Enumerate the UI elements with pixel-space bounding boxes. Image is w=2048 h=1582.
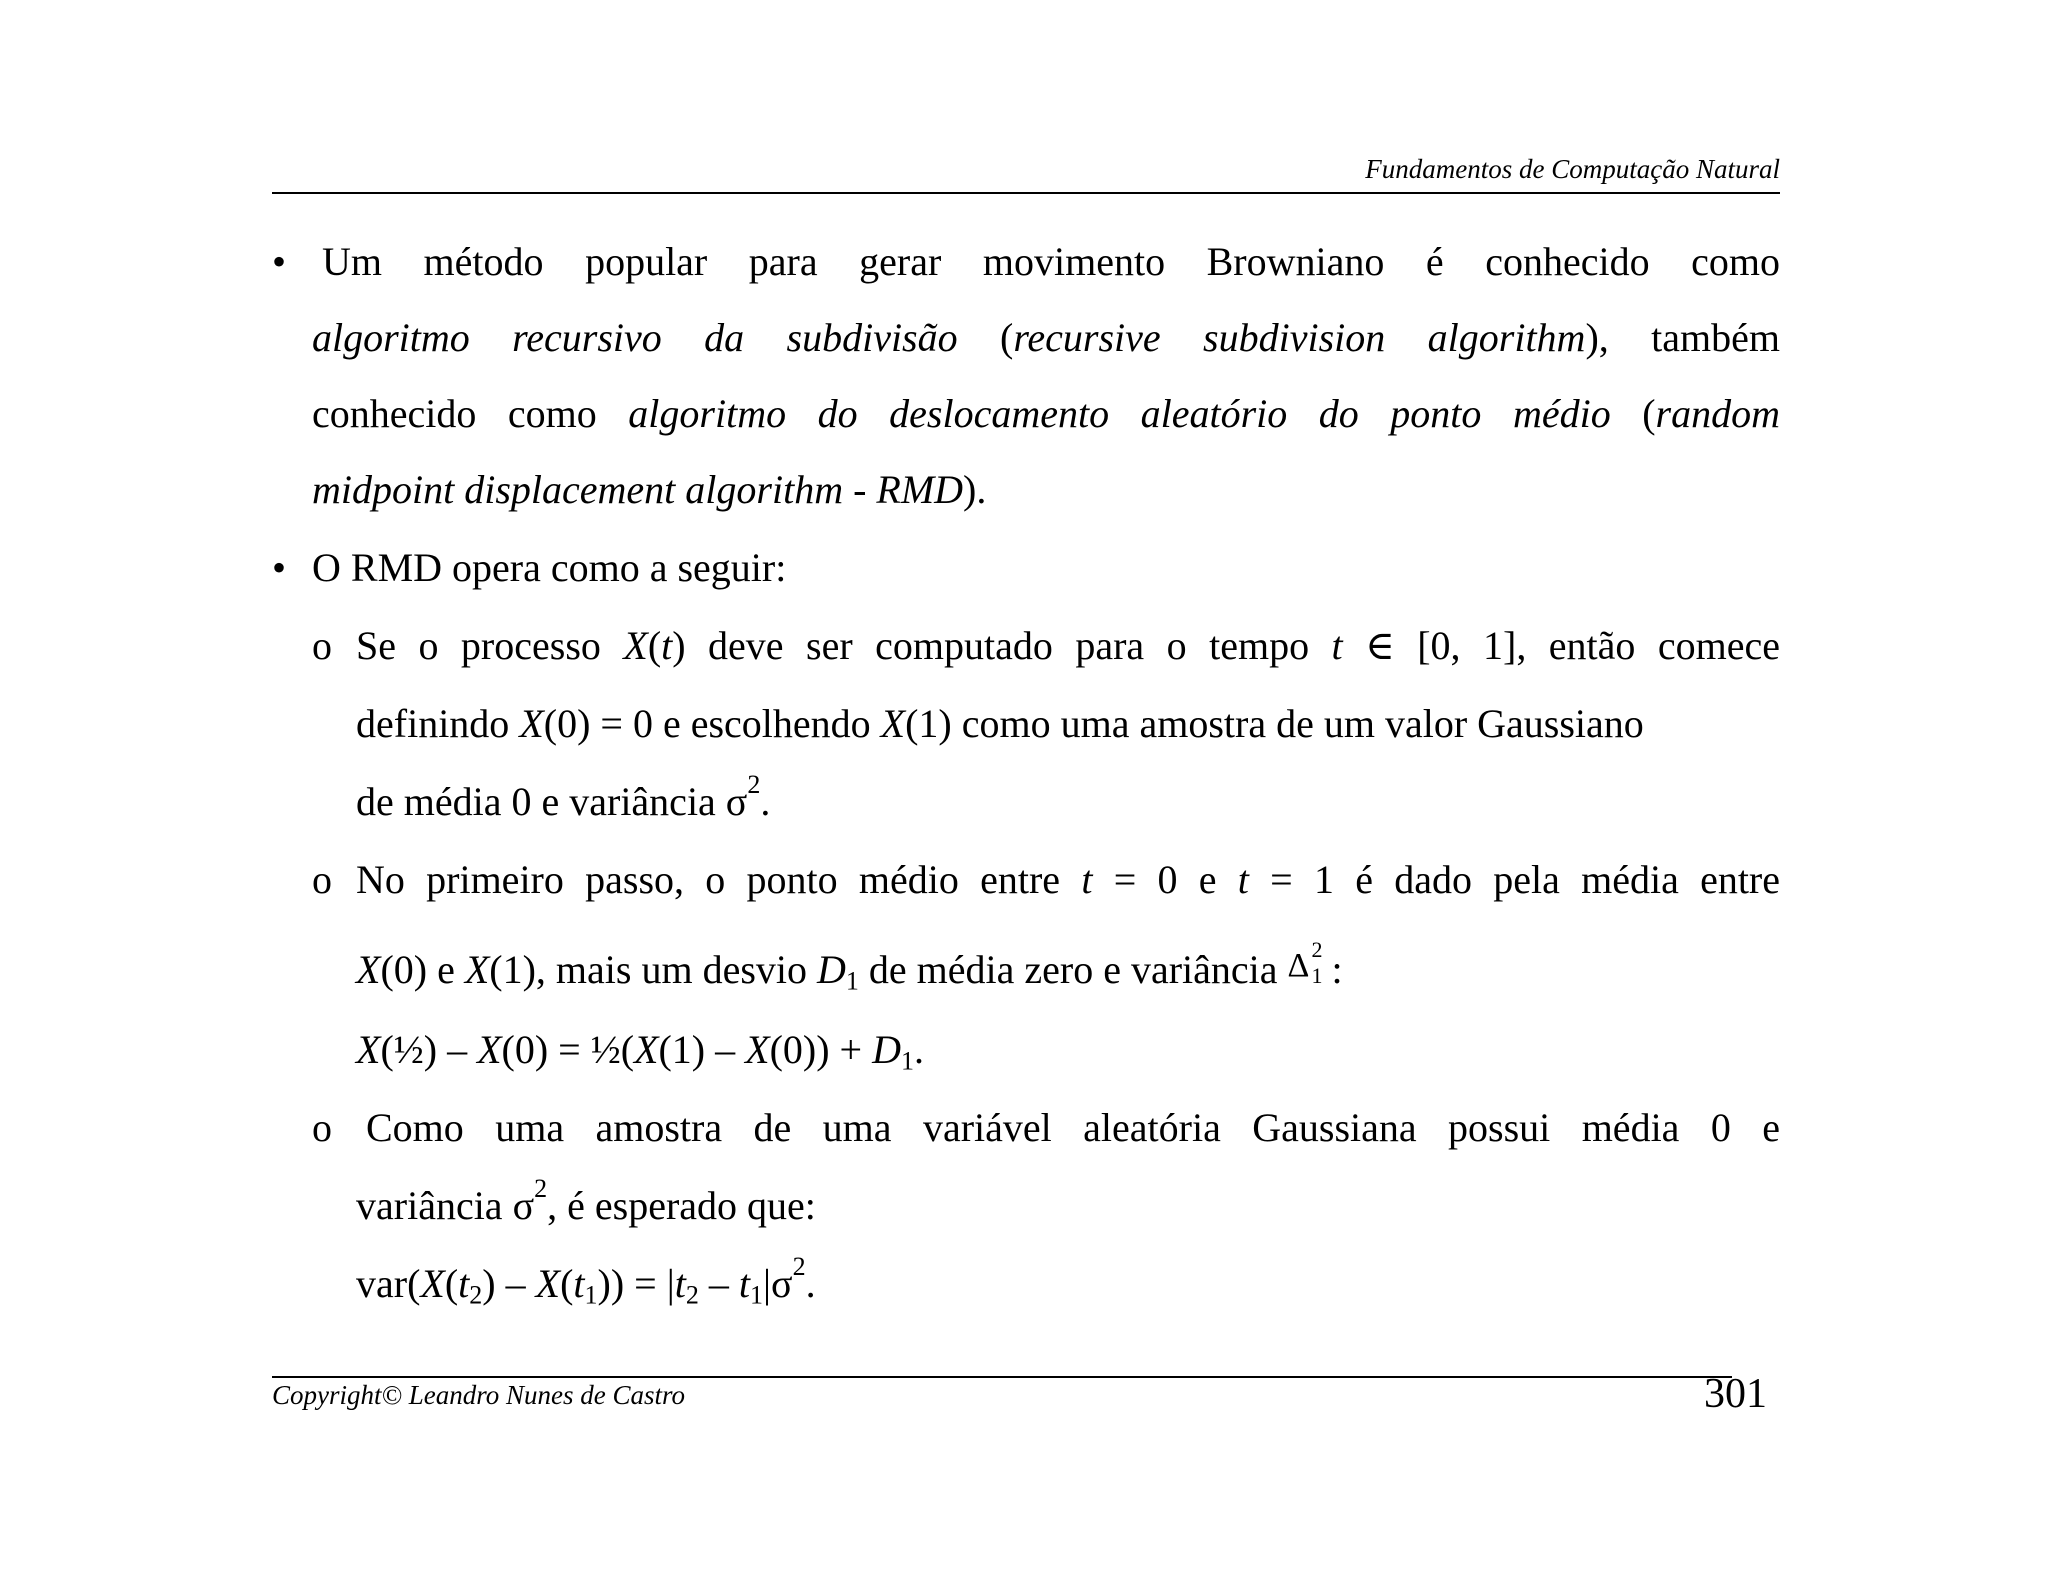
p1-line-1: [272, 232, 1780, 292]
math-var: t: [1081, 857, 1093, 902]
term-en: recursive subdivision algorithm: [1013, 315, 1586, 360]
bullet-circle: o: [312, 1105, 332, 1150]
s2-line-1: [312, 850, 1780, 910]
s1-line-1: [312, 616, 1780, 676]
s2-equation: [356, 1020, 1780, 1080]
text-run: .: [760, 779, 771, 824]
text-run: |σ: [762, 1261, 793, 1306]
delta-glyph: Δ: [1287, 947, 1310, 984]
s1-line-2: [356, 694, 1780, 754]
math-var: X: [356, 947, 381, 992]
s3-line-1-text: [366, 1098, 1780, 1158]
text-run: (1) –: [658, 1027, 746, 1072]
superscript: 2: [792, 1251, 806, 1281]
text-run: No primeiro passo, o ponto médio entre: [356, 857, 1082, 902]
math-var: X: [880, 701, 906, 746]
p1-line-3: [312, 384, 1780, 444]
p2-line-1: [272, 538, 1780, 598]
text-run: , é esperado que:: [547, 1183, 816, 1228]
term-pt: algoritmo recursivo da subdivisão: [312, 315, 958, 360]
s3-line-1: [312, 1098, 1780, 1158]
text-run: Como uma amostra de uma variável aleatória Gaussiana possui média 0 e: [366, 1105, 1780, 1150]
math-var: t: [1331, 623, 1343, 668]
text-run: = 0 e: [1092, 857, 1238, 902]
text-run: .: [913, 1027, 924, 1072]
text-run: (1) como uma amostra de um valor Gaussiano: [905, 701, 1644, 746]
text-run: var(: [356, 1261, 421, 1306]
subscript: 2: [469, 1280, 483, 1310]
text-run: ) –: [482, 1261, 536, 1306]
text-run: definindo: [356, 701, 520, 746]
header-title: Fundamentos de Computação Natural: [1365, 154, 1780, 184]
math-var: X: [634, 1027, 659, 1072]
text-run: (0) = ½(: [501, 1027, 635, 1072]
text-run: (½) –: [380, 1027, 478, 1072]
bullet-circle: o: [312, 857, 332, 902]
text-run: variância σ: [356, 1183, 535, 1228]
s2-line-1-text: [356, 850, 1780, 910]
p1-line-2: [312, 308, 1780, 368]
math-var: X: [356, 1027, 381, 1072]
math-var: D: [817, 947, 846, 992]
subscript: 1: [584, 1280, 598, 1310]
text-run: ∈ [0, 1], então comece: [1342, 623, 1781, 668]
subscript: 1: [1311, 963, 1323, 988]
bullet-dot: •: [272, 545, 287, 590]
text-run: de média zero e variância: [858, 947, 1288, 992]
subscript: 1: [845, 966, 859, 996]
subscript: 1: [749, 1280, 763, 1310]
text-run: –: [698, 1261, 739, 1306]
text-run: :: [1331, 947, 1343, 992]
superscript: 2: [534, 1173, 548, 1203]
text-run: ) deve ser computado para o tempo: [672, 623, 1332, 668]
math-var: X: [464, 947, 490, 992]
term-en: midpoint displacement algorithm - RMD: [312, 467, 964, 512]
s3-line-2: [356, 1173, 1780, 1236]
text-run: (0) e: [380, 947, 465, 992]
math-var: X: [745, 1027, 770, 1072]
text-run: )) = |: [597, 1261, 675, 1306]
text-run: O RMD opera como a seguir:: [312, 545, 787, 590]
math-var: X: [420, 1261, 445, 1306]
text-run: = 1 é dado pela média entre: [1248, 857, 1781, 902]
p1-line-1-text: [322, 232, 1780, 292]
text-run: ).: [963, 467, 987, 512]
subscript: 1: [900, 1046, 914, 1076]
term-en: random: [1655, 391, 1780, 436]
math-var: t: [458, 1261, 470, 1306]
text-run: de média 0 e variância σ: [356, 779, 748, 824]
s1-line-3: [356, 769, 1780, 832]
math-var: X: [623, 623, 648, 668]
text-run: (: [560, 1261, 574, 1306]
text-run: conhecido como: [312, 391, 629, 436]
text-run: (0) = 0 e escolhendo: [543, 701, 881, 746]
copyright: Copyright© Leandro Nunes de Castro: [272, 1380, 686, 1410]
text-run: ), também: [1585, 315, 1780, 360]
text-run: (: [1610, 391, 1656, 436]
bullet-circle: o: [312, 623, 332, 668]
superscript: 2: [1311, 937, 1323, 962]
footer-rule: [272, 1376, 1732, 1378]
text-run: (: [444, 1261, 459, 1306]
math-var: t: [661, 623, 673, 668]
math-var: X: [519, 701, 544, 746]
s1-line-1-text: [356, 616, 1780, 676]
math-var: t: [573, 1261, 585, 1306]
page-header: [272, 152, 1780, 194]
text-run: (: [647, 623, 662, 668]
text-run: .: [805, 1261, 816, 1306]
text-run: Se o processo: [356, 623, 624, 668]
p1-line-4: [312, 460, 1780, 520]
superscript: 2: [747, 769, 761, 799]
text-run: Um método popular para gerar movimento Browniano é conhecido como: [322, 239, 1780, 284]
math-var: t: [1237, 857, 1249, 902]
page-number: 301: [1704, 1371, 1767, 1417]
delta-symbol: [1287, 937, 1332, 1000]
s2-line-2: [356, 937, 1780, 1000]
text-run: (1), mais um desvio: [489, 947, 818, 992]
math-var: X: [477, 1027, 502, 1072]
text-run: (: [1000, 315, 1014, 360]
math-var: X: [535, 1261, 561, 1306]
bullet-dot: •: [272, 239, 287, 284]
subscript: 2: [685, 1280, 699, 1310]
text-run: (0)) +: [769, 1027, 873, 1072]
term-pt: algoritmo do deslocamento aleatório do ponto médio: [628, 391, 1611, 436]
math-var: t: [674, 1261, 686, 1306]
math-var: D: [872, 1027, 901, 1072]
math-var: t: [738, 1261, 750, 1306]
s3-equation: [356, 1251, 1780, 1314]
